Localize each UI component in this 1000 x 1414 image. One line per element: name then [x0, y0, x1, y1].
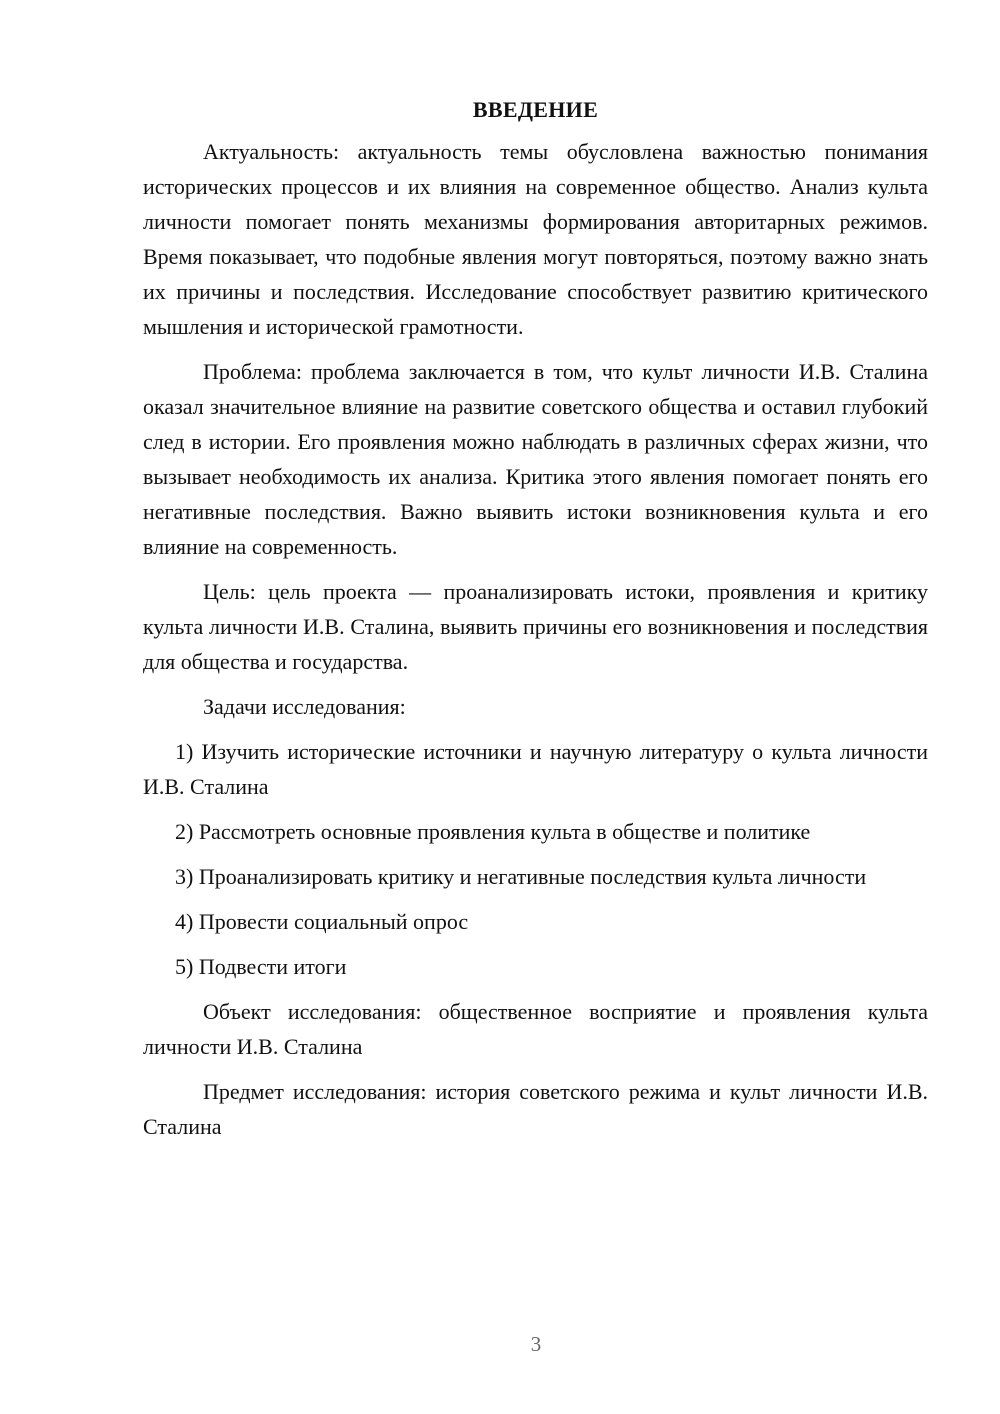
task-item-1: 1) Изучить исторические источники и научную литературу о культа личности И.В. Сталина — [143, 739, 928, 799]
task-item-2: 2) Рассмотреть основные проявления культа в обществе и политике — [175, 819, 811, 844]
goal-paragraph: Цель: цель проекта — проанализировать истоки, проявления и критику культа личности И.В. Сталина, выявить причины его возникновения и последствия для общества и государства. — [143, 579, 928, 674]
task-item-3: 3) Проанализировать критику и негативные последствия культа личности — [175, 864, 867, 889]
research-object-paragraph: Объект исследования: общественное восприятие и проявления культа личности И.В. Сталина — [143, 999, 928, 1059]
document-page — [143, 92, 928, 1154]
section-heading: ВВЕДЕНИЕ — [472, 97, 599, 122]
page-number: 3 — [530, 1332, 542, 1356]
research-subject-paragraph: Предмет исследования: история советского режима и культ личности И.В. Сталина — [143, 1079, 928, 1139]
task-item-5: 5) Подвести итоги — [175, 954, 347, 979]
task-item-4: 4) Провести социальный опрос — [175, 909, 469, 934]
problem-paragraph: Проблема: проблема заключается в том, что культ личности И.В. Сталина оказал значительное влияние на развитие советского общества и оставил глубокий след в истории. Его проявления можно наблюдать в различных сферах жизни, что вызывает необходимость их анализа. Критика этого явления помогает понять его негативные последствия. Важно выявить истоки возникновения культа и его влияние на современность. — [143, 359, 928, 559]
tasks-heading: Задачи исследования: — [203, 694, 406, 719]
relevance-paragraph: Актуальность: актуальность темы обусловлена важностью понимания исторических процессов и их влияния на современное общество. Анализ культа личности помогает понять механизмы формирования авторитарных режимов. Время показывает, что подобные явления могут повторяться, поэтому важно знать их причины и последствия. Исследование способствует развитию критического мышления и исторической грамотности. — [143, 139, 928, 339]
